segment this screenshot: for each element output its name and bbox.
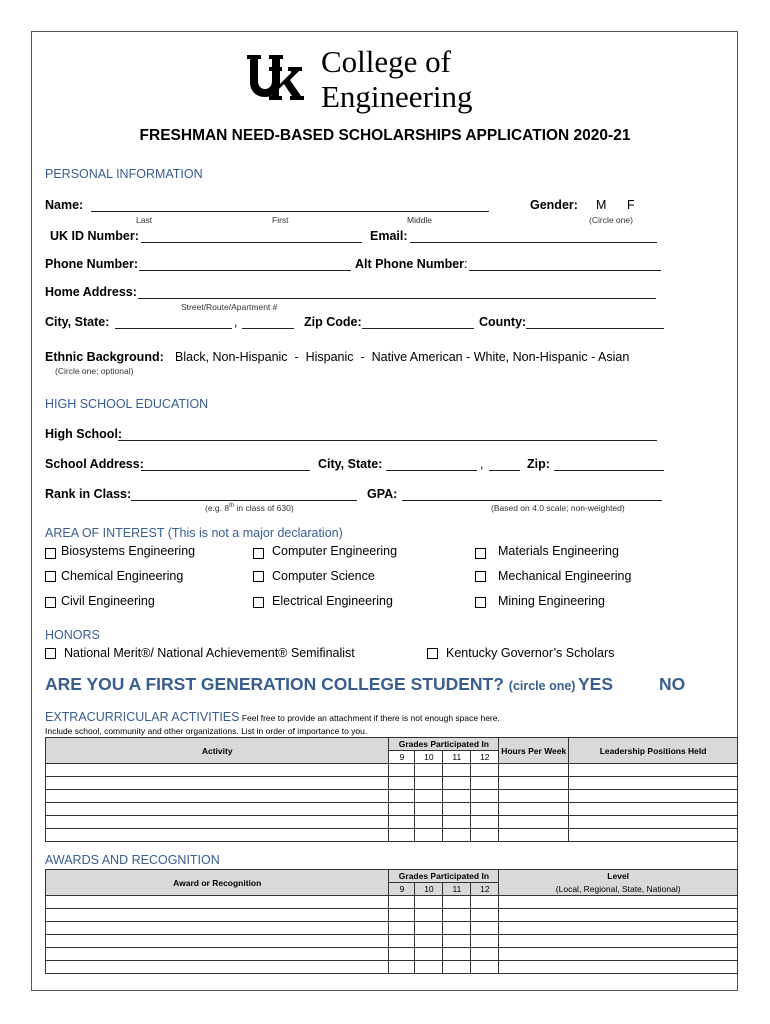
gender-sub: (Circle one) xyxy=(589,215,633,225)
interest-label: Chemical Engineering xyxy=(61,569,184,583)
gender-f[interactable]: F xyxy=(627,198,635,212)
name-sub-middle: Middle xyxy=(407,215,433,225)
interest-label: Materials Engineering xyxy=(498,544,619,558)
school-city-state-label: City, State: xyxy=(318,457,383,471)
home-address-sub: Street/Route/Apartment # xyxy=(181,302,278,312)
table-row[interactable] xyxy=(46,803,738,816)
rank-field[interactable] xyxy=(131,500,357,501)
col-award: Award or Recognition xyxy=(46,870,389,896)
table-row[interactable] xyxy=(46,790,738,803)
col-leadership: Leadership Positions Held xyxy=(569,738,738,764)
honors-label-governors-scholars: Kentucky Governor’s Scholars xyxy=(446,646,615,660)
interest-label: Civil Engineering xyxy=(61,594,155,608)
table-row[interactable] xyxy=(46,764,738,777)
award-grade-9: 9 xyxy=(389,883,415,896)
gender-label: Gender: xyxy=(530,198,578,212)
school-city-field[interactable] xyxy=(386,470,477,471)
high-school-field[interactable] xyxy=(118,440,657,441)
interest-label: Mining Engineering xyxy=(498,594,606,608)
checkbox-national-merit[interactable] xyxy=(45,648,56,659)
col-award-grades: Grades Participated In xyxy=(389,870,499,883)
city-state-label: City, State: xyxy=(45,315,110,329)
checkbox-mining[interactable] xyxy=(475,597,486,608)
grade-9: 9 xyxy=(389,751,415,764)
name-label: Name: xyxy=(45,198,84,212)
zip-code-label: Zip Code: xyxy=(304,315,362,329)
rank-label: Rank in Class: xyxy=(45,487,132,501)
county-field[interactable] xyxy=(526,328,664,329)
name-sub-last: Last xyxy=(136,215,153,225)
checkbox-chemical[interactable] xyxy=(45,571,56,582)
interest-label: Biosystems Engineering xyxy=(61,544,196,558)
table-row[interactable] xyxy=(46,816,738,829)
checkbox-computer-science[interactable] xyxy=(253,571,264,582)
table-row[interactable] xyxy=(46,909,738,922)
honors-label-national-merit: National Merit®/ National Achievement® Semifinalist xyxy=(64,646,355,660)
gpa-field[interactable] xyxy=(402,500,662,501)
award-grade-10: 10 xyxy=(415,883,443,896)
checkbox-biosystems[interactable] xyxy=(45,548,56,559)
alt-phone-field[interactable] xyxy=(469,270,661,271)
gpa-sub: (Based on 4.0 scale; non-weighted) xyxy=(491,503,625,513)
col-level: Level xyxy=(499,870,738,883)
ethnic-label: Ethnic Background: xyxy=(45,350,164,364)
rank-sub: (e.g. 8th in class of 630) xyxy=(205,503,294,513)
logo-line1: College of xyxy=(321,44,451,79)
interest-label: Computer Engineering xyxy=(272,544,398,558)
school-zip-label: Zip: xyxy=(527,457,550,471)
email-label: Email: xyxy=(370,229,408,243)
awards-table xyxy=(45,869,738,974)
home-address-field[interactable] xyxy=(138,298,656,299)
high-school-label: High School: xyxy=(45,427,123,441)
award-grade-11: 11 xyxy=(443,883,471,896)
ethnic-options[interactable]: Black, Non-Hispanic - Hispanic - Native American - White, Non-Hispanic - Asian xyxy=(175,350,630,364)
school-state-field[interactable] xyxy=(489,470,520,471)
table-row[interactable] xyxy=(46,961,738,974)
uk-logo-icon xyxy=(247,53,313,109)
ukid-field[interactable] xyxy=(141,242,362,243)
grade-10: 10 xyxy=(415,751,443,764)
email-field[interactable] xyxy=(410,242,657,243)
col-activity: Activity xyxy=(46,738,389,764)
name-field[interactable] xyxy=(91,211,489,212)
school-city-comma: , xyxy=(480,457,484,471)
table-row[interactable] xyxy=(46,829,738,842)
zip-code-field[interactable] xyxy=(362,328,474,329)
award-grade-12: 12 xyxy=(471,883,499,896)
ukid-label: UK ID Number: xyxy=(50,229,139,243)
col-level-sub: (Local, Regional, State, National) xyxy=(499,883,738,896)
first-gen-yes[interactable]: YES xyxy=(578,674,614,694)
table-row[interactable] xyxy=(46,922,738,935)
table-row[interactable] xyxy=(46,935,738,948)
table-row[interactable] xyxy=(46,896,738,909)
checkbox-materials[interactable] xyxy=(475,548,486,559)
checkbox-electrical[interactable] xyxy=(253,597,264,608)
interest-label: Mechanical Engineering xyxy=(498,569,632,583)
logo-line2: Engineering xyxy=(321,79,473,114)
table-row[interactable] xyxy=(46,948,738,961)
state-field[interactable] xyxy=(242,328,294,329)
interest-label: Computer Science xyxy=(272,569,375,583)
table-row[interactable] xyxy=(46,777,738,790)
city-comma: , xyxy=(234,315,238,329)
interest-heading: AREA OF INTEREST (This is not a major declaration) xyxy=(45,526,343,540)
county-label: County: xyxy=(479,315,527,329)
extracurricular-heading: EXTRACURRICULAR ACTIVITIES Feel free to provide an attachment if there is not enough space here. xyxy=(45,710,500,724)
gpa-label: GPA: xyxy=(367,487,398,501)
grade-11: 11 xyxy=(443,751,471,764)
checkbox-civil[interactable] xyxy=(45,597,56,608)
ethnic-sub: (Circle one; optional) xyxy=(55,366,134,376)
extracurricular-instructions: Include school, community and other organizations. List in order of importance to you. xyxy=(45,726,368,736)
form-title: FRESHMAN NEED-BASED SCHOLARSHIPS APPLICATION 2020-21 xyxy=(139,127,631,144)
city-field[interactable] xyxy=(115,328,232,329)
first-gen-question: ARE YOU A FIRST GENERATION COLLEGE STUDENT? (circle one) xyxy=(45,674,576,694)
grade-12: 12 xyxy=(471,751,499,764)
phone-label: Phone Number: xyxy=(45,257,139,271)
personal-info-heading: PERSONAL INFORMATION xyxy=(45,167,203,181)
home-address-label: Home Address: xyxy=(45,285,137,299)
extracurricular-table xyxy=(45,737,738,842)
high-school-heading: HIGH SCHOOL EDUCATION xyxy=(45,397,209,411)
col-grades: Grades Participated In xyxy=(389,738,499,751)
name-sub-first: First xyxy=(272,215,289,225)
alt-phone-label: Alt Phone Number: xyxy=(355,257,468,271)
phone-field[interactable] xyxy=(139,270,351,271)
school-zip-field[interactable] xyxy=(554,470,664,471)
gender-m[interactable]: M xyxy=(596,198,607,212)
honors-heading: HONORS xyxy=(45,628,100,642)
col-hours: Hours Per Week xyxy=(499,738,569,764)
interest-label: Electrical Engineering xyxy=(272,594,393,608)
awards-heading: AWARDS AND RECOGNITION xyxy=(45,853,220,867)
school-address-label: School Address: xyxy=(45,457,144,471)
checkbox-governors-scholars[interactable] xyxy=(427,648,438,659)
school-address-field[interactable] xyxy=(141,470,310,471)
checkbox-mechanical[interactable] xyxy=(475,571,486,582)
checkbox-computer-engineering[interactable] xyxy=(253,548,264,559)
first-gen-no[interactable]: NO xyxy=(659,674,686,694)
